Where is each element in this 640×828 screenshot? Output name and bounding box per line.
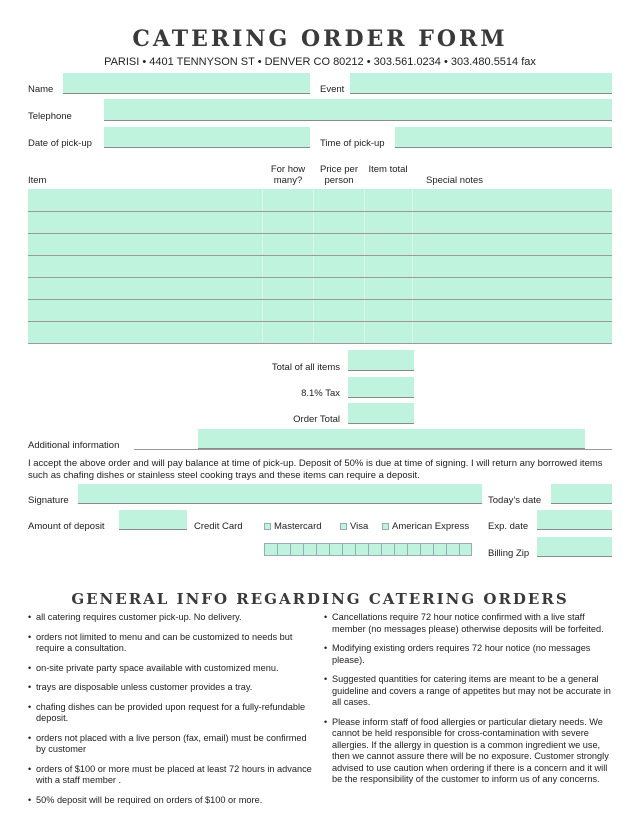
list-item: • trays are disposable unless customer provides a tray. [28,682,318,694]
billing-zip-label: Billing Zip [488,548,530,559]
time-pickup-field[interactable] [395,127,612,148]
amex-label: American Express [392,521,470,532]
table-row [28,299,612,300]
list-item: • orders not limited to menu and can be customized to needs but require a consultation. [28,632,318,655]
credit-card-label: Credit Card [194,521,243,532]
additional-info-field[interactable] [198,429,585,449]
page-title: CATERING ORDER FORM [132,26,508,52]
mastercard-label: Mastercard [274,521,322,532]
agreement-text: I accept the above order and will pay balance at time of pick-up. Deposit of 50% is due at time of signing. I will return any borrowed items such as chafing dishes or stainless steel cooking trays and these items can require a deposit. [28,458,603,481]
list-item: • 50% deposit will be required on orders of $100 or more. [28,795,318,807]
table-row [28,277,612,278]
date-pickup-field[interactable] [104,127,310,148]
list-item: • Suggested quantities for catering items are meant to be a general guideline and covers a range of appetites but may not be accurate in all cases. [324,674,614,709]
event-label: Event [320,84,345,95]
telephone-field[interactable] [104,99,612,121]
col-price-header: Price per person [319,164,358,186]
table-row [28,255,612,256]
total-items-label: Total of all items [271,362,340,373]
tax-field[interactable] [348,377,414,398]
order-total-field[interactable] [348,403,414,424]
info-list-left [28,612,318,814]
signature-label: Signature [28,495,69,506]
exp-date-field[interactable] [537,510,612,530]
col-total-header: Item total [368,164,408,175]
general-info-title: GENERAL INFO REGARDING CATERING ORDERS [71,590,569,608]
total-items-field[interactable] [348,350,414,371]
exp-date-label: Exp. date [488,521,529,532]
todays-date-label: Today’s date [488,495,542,506]
list-item: • Modifying existing orders requires 72 hour notice (no messages please). [324,643,614,666]
date-pickup-label: Date of pick-up [28,138,92,149]
col-notes-header: Special notes [426,175,484,186]
table-row [28,321,612,322]
amex-checkbox[interactable] [382,523,389,530]
signature-field[interactable] [78,484,482,504]
table-row [28,343,612,344]
amex-option[interactable] [382,521,469,532]
additional-info-line [134,449,612,450]
table-row [28,211,612,212]
col-item-header: Item [28,175,47,186]
billing-zip-field[interactable] [537,537,612,557]
list-item: • Cancellations require 72 hour notice confirmed with a live staff member (no messages please) otherwise deposits will be forfeited. [324,612,614,635]
table-column-divider [313,189,314,343]
event-field[interactable] [350,73,612,94]
info-list-right [324,612,614,794]
items-table[interactable] [28,189,612,343]
name-label: Name [28,84,54,95]
table-column-divider [262,189,263,343]
order-total-label: Order Total [293,414,340,425]
mastercard-checkbox[interactable] [264,523,271,530]
telephone-label: Telephone [28,111,72,122]
additional-info-label: Additional information [28,440,120,451]
visa-label: Visa [350,521,369,532]
deposit-label: Amount of deposit [28,521,105,532]
time-pickup-label: Time of pick-up [320,138,385,149]
list-item: • chafing dishes can be provided upon request for a fully-refundable deposit. [28,702,318,725]
list-item: • orders of $100 or more must be placed at least 72 hours in advance with a staff member . [28,764,318,787]
contact-line: PARISI • 4401 TENNYSON ST • DENVER CO 80212 • 303.561.0234 • 303.480.5514 fax [104,56,536,68]
visa-checkbox[interactable] [340,523,347,530]
table-row [28,233,612,234]
list-item: • all catering requires customer pick-up. No delivery. [28,612,318,624]
visa-option[interactable] [340,521,368,532]
col-how-many-header: For how many? [270,164,306,186]
list-item: • orders not placed with a live person (fax, email) must be confirmed by customer [28,733,318,756]
mastercard-option[interactable] [264,521,322,532]
list-item: • on-site private party space available with customized menu. [28,663,318,675]
todays-date-field[interactable] [551,484,612,504]
list-item: • Please inform staff of food allergies or particular dietary needs. We cannot be held responsible for cross-contamination with severe allergies. If the allergy in question is a common ingredient we use, then we cannot assure there will be no exposure. Customer strongly advised to use caution when ordering if there is a concern and it will be the responsibility of the customer to inform us of any concerns. [324,717,614,786]
card-number-field[interactable] [264,543,472,556]
table-column-divider [364,189,365,343]
tax-label: 8.1% Tax [301,388,340,399]
deposit-field[interactable] [119,510,187,530]
name-field[interactable] [63,73,310,94]
table-column-divider [412,189,413,343]
